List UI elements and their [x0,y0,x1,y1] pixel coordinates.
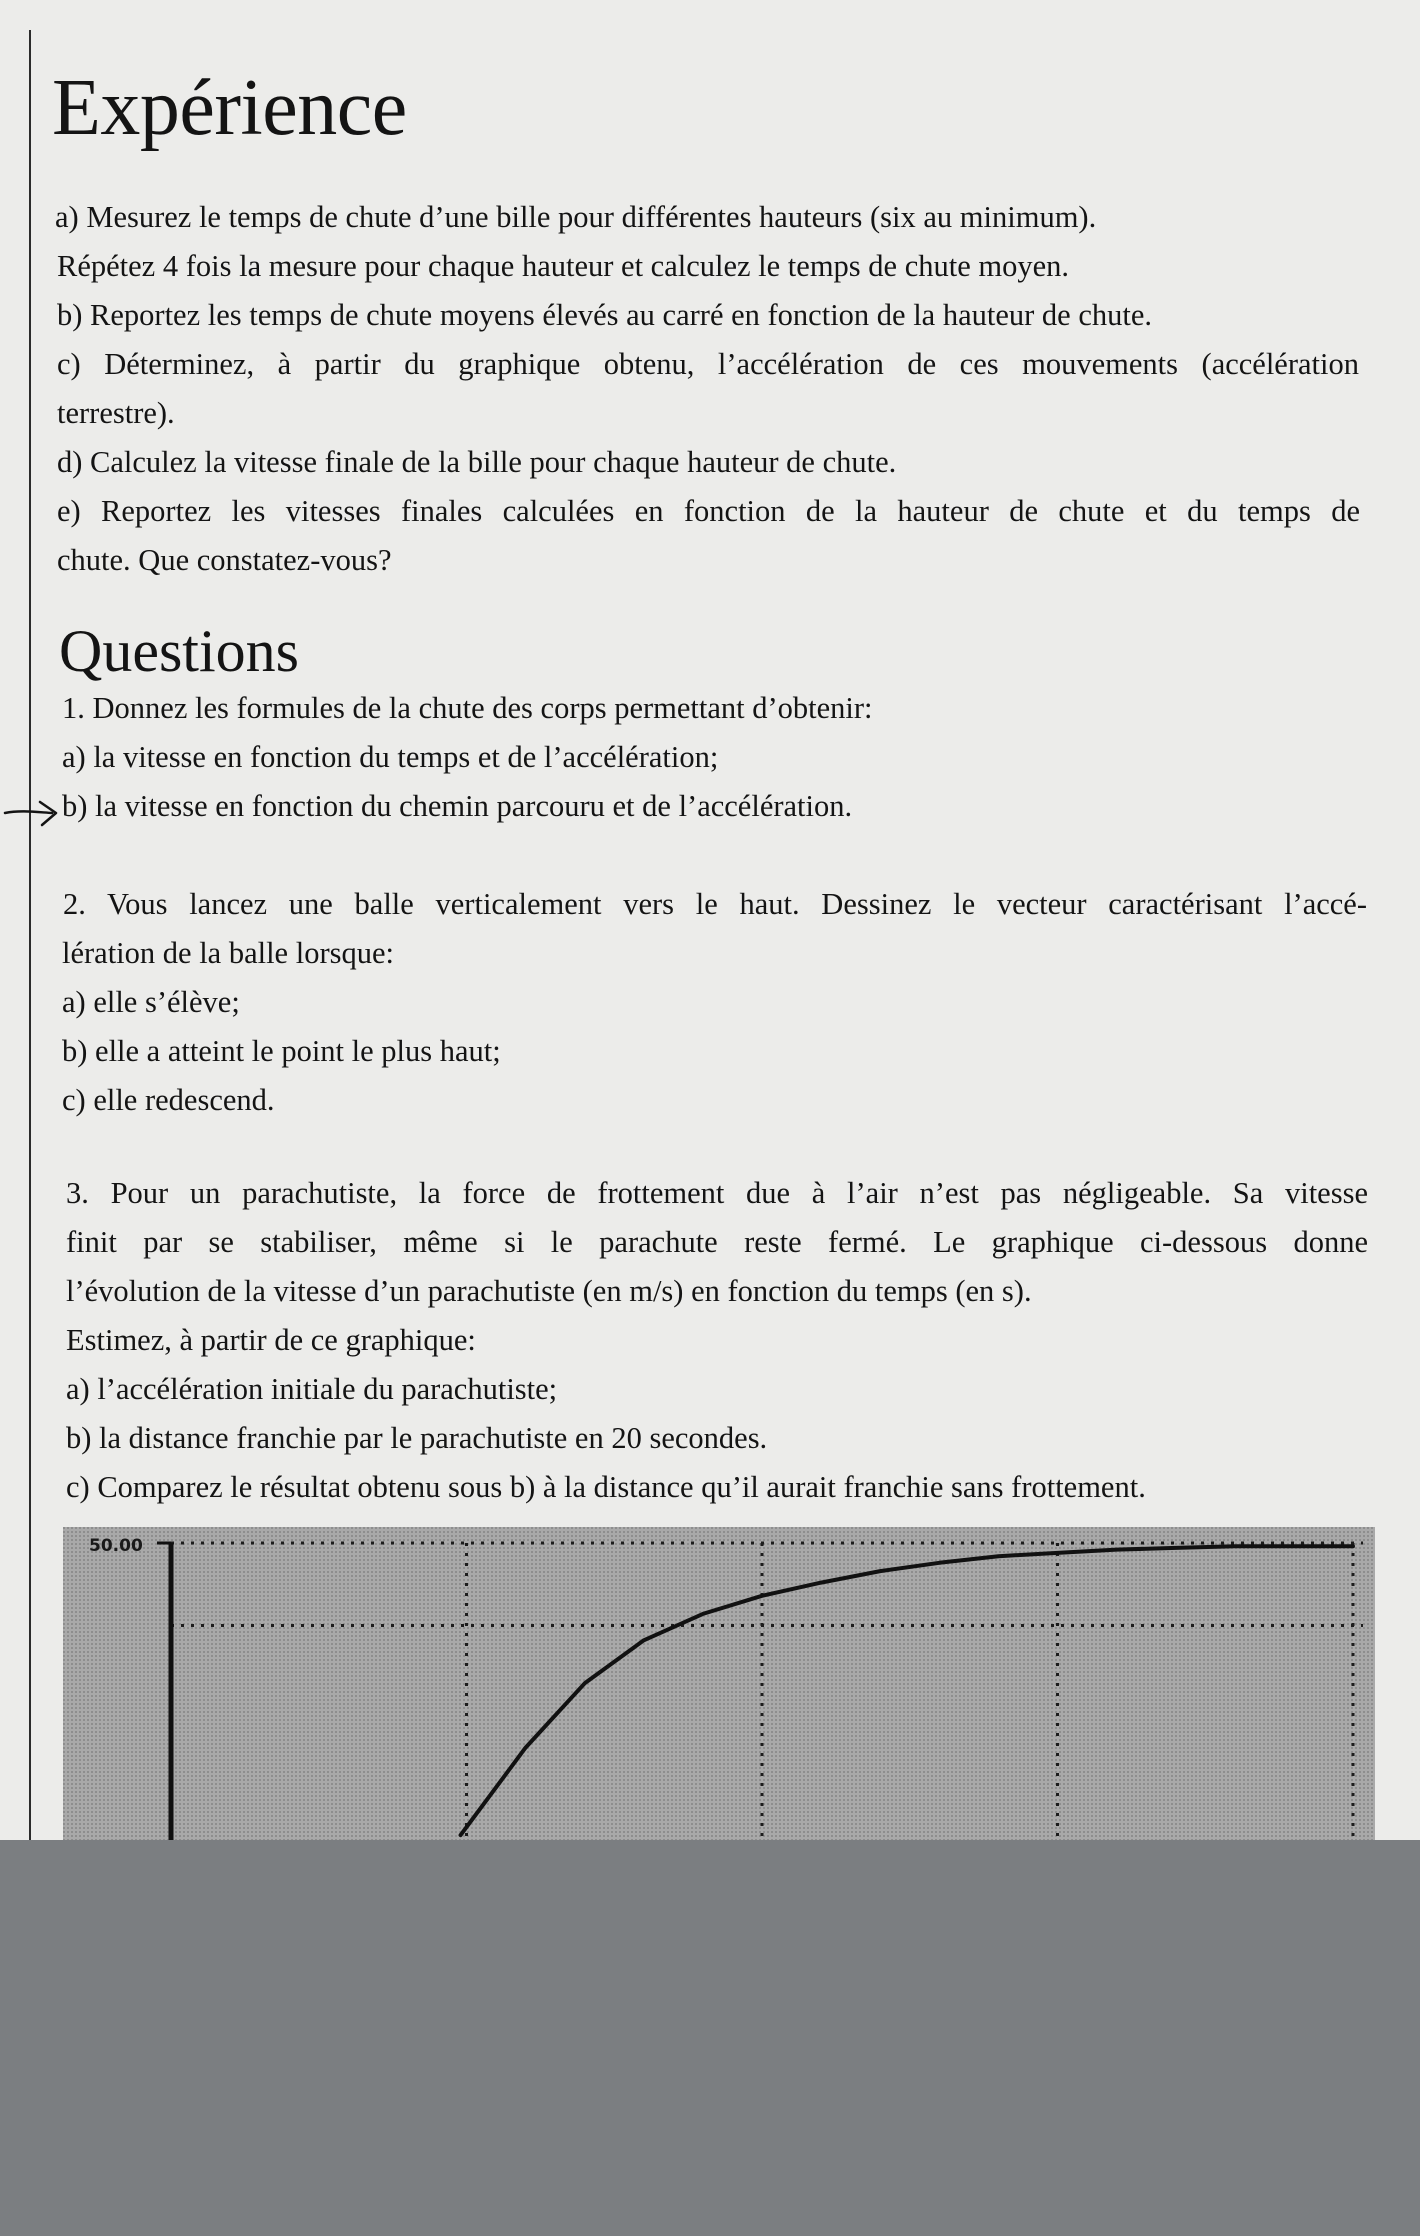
question-2-line: 2. Vous lancez une balle verticalement vers le haut. Dessinez le vecteur caractérisant l’accé- [63,887,1367,921]
section-title-questions: Questions [59,618,299,684]
experience-line: a) Mesurez le temps de chute d’une bille pour différentes hauteurs (six au minimum). [55,200,1097,234]
experience-line: Répétez 4 fois la mesure pour chaque hauteur et calculez le temps de chute moyen. [57,249,1070,283]
margin-rule [29,30,31,1840]
question-1-line: 1. Donnez les formules de la chute des corps permettant d’obtenir: [62,691,873,725]
plot-background [63,1527,1375,1840]
section-title-experience: Expérience [52,64,407,152]
question-3-line: finit par se stabiliser, même si le parachute reste fermé. Le graphique ci-dessous donne [66,1225,1368,1259]
y-tick-label: 50.00 [89,1536,143,1556]
question-3-line: b) la distance franchie par le parachutiste en 20 secondes. [66,1421,768,1455]
experience-line: d) Calculez la vitesse finale de la bille pour chaque hauteur de chute. [57,445,897,479]
question-1-line: b) la vitesse en fonction du chemin parcouru et de l’accélération. [62,789,853,823]
question-2-line: b) elle a atteint le point le plus haut; [62,1034,501,1068]
question-3-line: l’évolution de la vitesse d’un parachutiste (en m/s) en fonction du temps (en s). [66,1274,1032,1308]
velocity-time-chart [63,1527,1375,1840]
question-2-line: lération de la balle lorsque: [62,936,394,970]
scanner-background [0,1840,1420,2236]
question-3-line: 3. Pour un parachutiste, la force de frottement due à l’air n’est pas négligeable. Sa vitesse [66,1176,1368,1210]
experience-line: e) Reportez les vitesses finales calculées en fonction de la hauteur de chute et du temps de [57,494,1360,528]
question-3-line: Estimez, à partir de ce graphique: [66,1323,476,1357]
question-2-line: a) elle s’élève; [62,985,240,1019]
question-1-line: a) la vitesse en fonction du temps et de l’accélération; [62,740,719,774]
question-3-line: c) Comparez le résultat obtenu sous b) à la distance qu’il aurait franchie sans frottement. [66,1470,1146,1504]
experience-line: chute. Que constatez-vous? [57,543,392,577]
question-3-line: a) l’accélération initiale du parachutiste; [66,1372,558,1406]
experience-line: c) Déterminez, à partir du graphique obtenu, l’accélération de ces mouvements (accélération [57,347,1359,381]
right-arrow-icon [2,796,60,828]
question-2-line: c) elle redescend. [62,1083,275,1117]
experience-line: b) Reportez les temps de chute moyens élevés au carré en fonction de la hauteur de chute. [57,298,1153,332]
experience-line: terrestre). [57,396,175,430]
